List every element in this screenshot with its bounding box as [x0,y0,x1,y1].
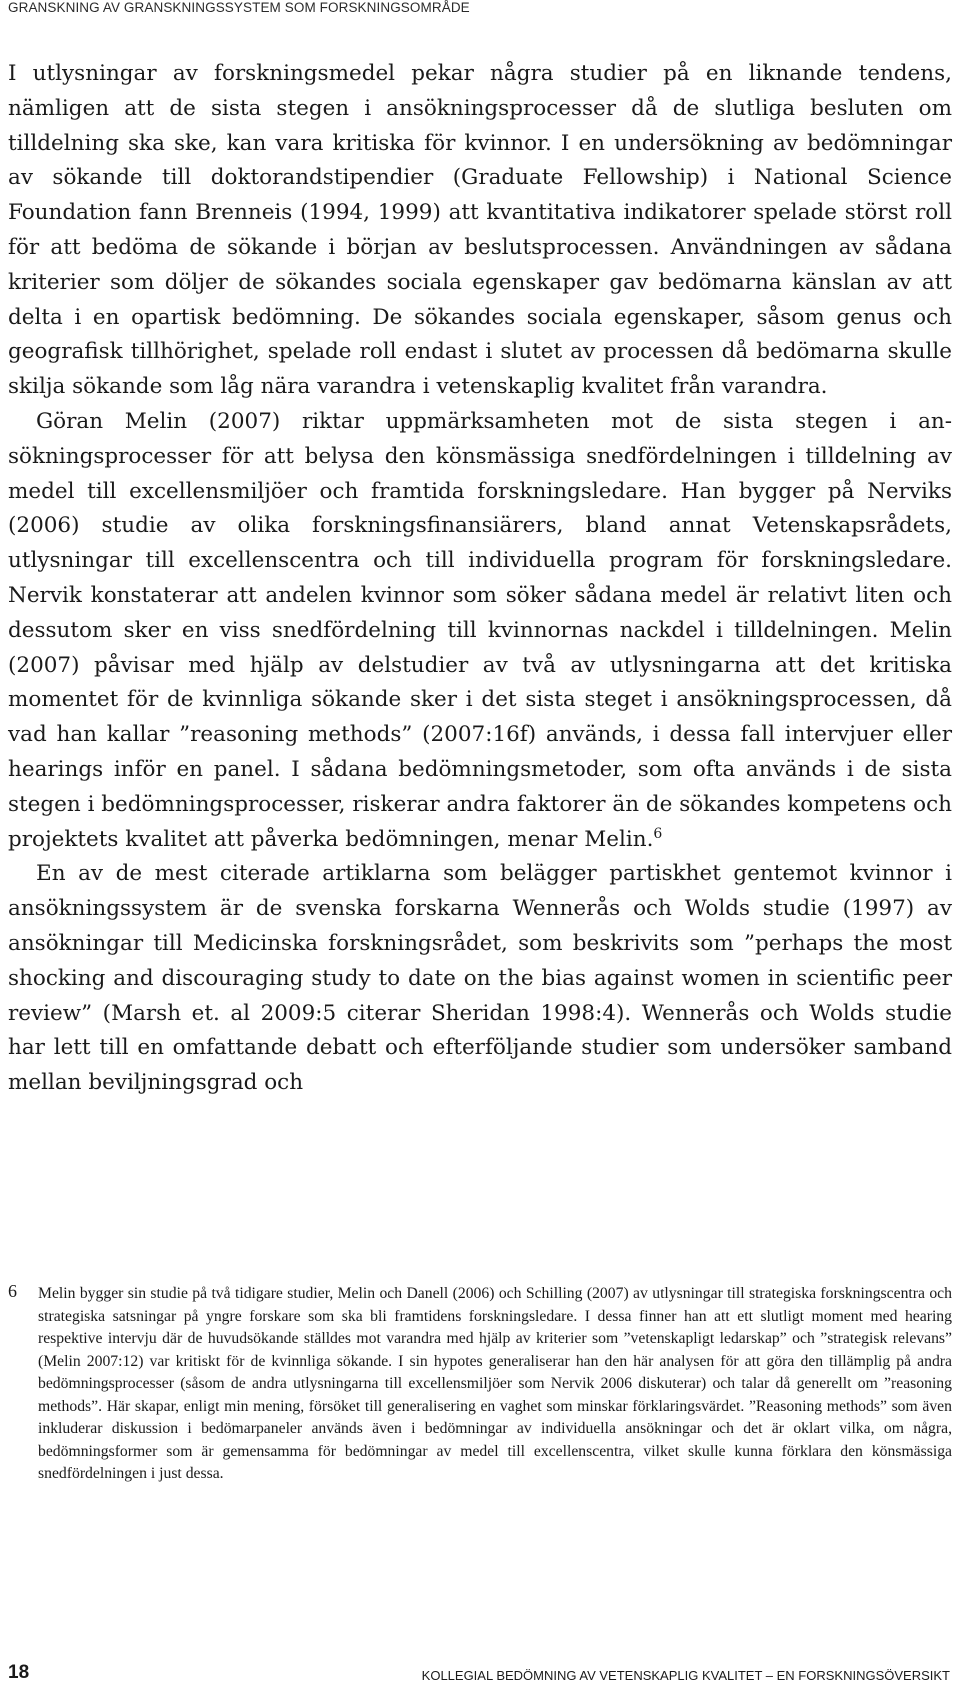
running-footer: KOLLEGIAL BEDÖMNING AV VETENSKAPLIG KVALITET – EN FORSKNINGSÖVERSIKT [421,1668,950,1683]
paragraph-3: En av de mest citerade artiklarna som belägger partiskhet gentemot kvinnor i ansökningssystem är de svenska forskarna Wennerås och Wolds studie (1997) av ansökningar till Medicinska forskningsrådet, som beskrivits som ”perhaps the most shocking and discouraging study to date on the bias against women in scientific peer review” (Marsh et. al 2009:5 citerar Sheridan 1998:4). Wennerås och Wolds studie har lett till en omfattande debatt och efterföljande studier som undersöker samband mellan beviljningsgrad och [8,861,952,1096]
footnote-reference[interactable]: 6 [653,825,663,842]
footnote-text: Melin bygger sin studie på två tidigare studier, Melin och Danell (2006) och Schilling (2007) av utlysningar till strategiska forskningscentra och strategiska satsningar på yngre forskare som ska bli framtidens forskningsledare. I dessa finner han att ett slutligt moment med hearing respektive intervju där de huvudsökande ställdes mot varandra med hjälp av kriterier som ”vetenskapligt ledarskap” och ”strategisk relevans” (Melin 2007:12) var kritiskt för de kvinnliga sökande. I sin hypotes generaliserar han den här analysen för att göra den tillämplig på andra bedömningsprocesser (såsom de andra utlysningarna till excellensmiljöer som Nervik 2006 diskuterar) och talar då generellt om ”reasoning methods”. Här skapar, enligt min mening, försöket till generalisering en vaghet som minskar förklaringsvärdet. ”Reasoning methods” som även inkluderar diskussion i bedömarpaneler används även i bedömningar av individuella ansökningar och det är oklart vilka, om några, bedömningsformer som är gemensamma för bedömningar av medel till excellenscentra, vilket skulle kunna förklara den könsmässiga snedfördelningen i just dessa. [38,1285,952,1482]
footnote [8,1283,952,1486]
footnote-number: 6 [8,1281,17,1301]
page-number: 18 [8,1662,30,1683]
running-header: GRANSKNING AV GRANSKNINGSSYSTEM SOM FORSKNINGSOMRÅDE [8,0,470,15]
paragraph-2-text: Göran Melin (2007) riktar uppmärksamheten mot de sista stegen i ansökningsprocesser för att belysa den könsmässiga snedfördelningen i tilldelning av medel till excellensmiljöer och framtida forskningsledare. Han bygger på Nerviks (2006) studie av olika forskningsfinansiärers, bland annat Vetenskapsrådets, utlysningar till excellenscentra och till individuella program för forskningsledare. Nervik konstaterar att andelen kvinnor som söker sådana medel är relativt liten och dessutom sker en viss snedfördelning till kvinnornas nackdel i tilldelningen. Melin (2007) påvisar med hjälp av delstudier av två av utlysningarna att det kritiska momentet för de kvinnliga sökande sker i det sista steget i ansökningsprocessen, då vad han kallar ”reasoning methods” (2007:16f) används, i dessa fall intervjuer eller hearings inför en panel. I sådana bedömningsmetoder, som ofta används i de sista stegen i bedömningsprocesser, riskerar andra faktorer än de sökandes kompetens och projektets kvalitet att påverka bedömningen, menar Melin. [8,408,952,852]
paragraph-2 [8,405,952,857]
body-text [8,57,952,1101]
paragraph-1: I utlysningar av forskningsmedel pekar några studier på en liknande tendens, nämligen att de sista stegen i ansökningsprocesser då de slutliga besluten om tilldelning ska ske, kan vara kritiska för kvinnor. I en undersökning av bedömningar av sökande till doktorandstipendier (Graduate Fellowship) i National Science Foundation fann Brenneis (1994, 1999) att kvantitativa indikatorer spelade störst roll för att bedöma de sökande i början av beslutsprocessen. Användningen av sådana kriterier som döljer de sökandes sociala egenskaper gav bedömarna känslan av att delta i en opartisk bedömning. De sökandes sociala egenskaper, såsom genus och geografisk tillhörighet, spelade roll endast i slutet av processen då bedömarna skulle skilja sökande som låg nära varandra i vetenskaplig kvalitet från varandra. [8,61,952,400]
